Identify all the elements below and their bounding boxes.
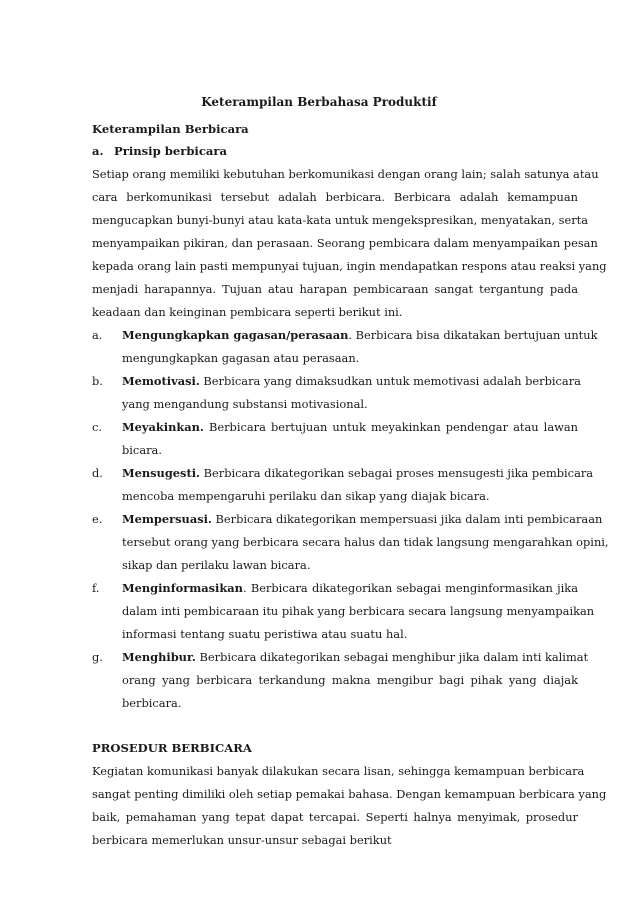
procedure-line: baik, pemahaman yang tepat dapat tercapai. Seperti halnya menyimak, prosedur xyxy=(92,810,578,824)
procedure-line: Kegiatan komunikasi banyak dilakukan secara lisan, sehingga kemampuan berbicara xyxy=(92,764,585,778)
item-letter: b. xyxy=(92,374,103,388)
intro-line: keadaan dan keinginan pembicara seperti berikut ini. xyxy=(92,305,403,319)
item-term: Memotivasi. xyxy=(122,374,200,388)
procedure-line: sangat penting dimiliki oleh setiap pemakai bahasa. Dengan kemampuan berbicara yang xyxy=(92,787,607,801)
item-letter: d. xyxy=(92,466,103,480)
item-term: Menginformasikan xyxy=(122,581,243,595)
item-term: Mengungkapkan gagasan/perasaan xyxy=(122,328,349,342)
list-item-first-line: Mempersuasi. Berbicara dikategorikan mempersuasi jika dalam inti pembicaraan xyxy=(122,512,603,526)
list-item-first-line: Mengungkapkan gagasan/perasaan. Berbicara bisa dikatakan bertujuan untuk xyxy=(122,328,598,342)
item-letter: e. xyxy=(92,512,103,526)
list-item-line: orang yang berbicara terkandung makna mengibur bagi pihak yang diajak xyxy=(122,673,578,687)
list-item-line: yang mengandung substansi motivasional. xyxy=(122,397,368,411)
list-item-line: berbicara. xyxy=(122,696,182,710)
item-term: Meyakinkan. xyxy=(122,420,204,434)
intro-line: menyampaikan pikiran, dan perasaan. Seorang pembicara dalam menyampaikan pesan xyxy=(92,236,598,250)
item-term: Menghibur. xyxy=(122,650,196,664)
list-item-line: tersebut orang yang berbicara secara halus dan tidak langsung mengarahkan opini, xyxy=(122,535,609,549)
item-term: Mensugesti. xyxy=(122,466,201,480)
intro-line: cara berkomunikasi tersebut adalah berbicara. Berbicara adalah kemampuan xyxy=(92,190,578,204)
intro-line: kepada orang lain pasti mempunyai tujuan, ingin mendapatkan respons atau reaksi yang xyxy=(92,259,607,273)
procedure-heading: PROSEDUR BERBICARA xyxy=(92,741,252,755)
subsection-letter: a. xyxy=(92,144,104,158)
list-item-line: informasi tentang suatu peristiwa atau suatu hal. xyxy=(122,627,408,641)
list-item-line: dalam inti pembicaraan itu pihak yang berbicara secara langsung menyampaikan xyxy=(122,604,595,618)
intro-line: menjadi harapannya. Tujuan atau harapan pembicaraan sangat tergantung pada xyxy=(92,282,578,296)
list-item-first-line: Mensugesti. Berbicara dikategorikan sebagai proses mensugesti jika pembicara xyxy=(122,466,594,480)
list-item-first-line: Meyakinkan. Berbicara bertujuan untuk meyakinkan pendengar atau lawan xyxy=(122,420,578,434)
list-item-first-line: Menghibur. Berbicara dikategorikan sebagai menghibur jika dalam inti kalimat xyxy=(122,650,589,664)
item-letter: g. xyxy=(92,650,103,664)
item-term: Mempersuasi. xyxy=(122,512,212,526)
section-heading: Keterampilan Berbicara xyxy=(92,122,249,136)
list-item-first-line: Memotivasi. Berbicara yang dimaksudkan untuk memotivasi adalah berbicara xyxy=(122,374,581,388)
list-item-line: sikap dan perilaku lawan bicara. xyxy=(122,558,311,572)
item-letter: f. xyxy=(92,581,100,595)
procedure-line: berbicara memerlukan unsur-unsur sebagai berikut xyxy=(92,833,392,847)
list-item-line: mengungkapkan gagasan atau perasaan. xyxy=(122,351,360,365)
item-letter: a. xyxy=(92,328,103,342)
intro-line: Setiap orang memiliki kebutuhan berkomunikasi dengan orang lain; salah satunya atau xyxy=(92,167,599,181)
intro-line: mengucapkan bunyi-bunyi atau kata-kata untuk mengekspresikan, menyatakan, serta xyxy=(92,213,589,227)
item-letter: c. xyxy=(92,420,103,434)
list-item-line: mencoba mempengaruhi perilaku dan sikap yang diajak bicara. xyxy=(122,489,490,503)
list-item-line: bicara. xyxy=(122,443,162,457)
list-item-first-line: Menginformasikan. Berbicara dikategorikan sebagai menginformasikan jika xyxy=(122,581,578,595)
subsection-label: Prinsip berbicara xyxy=(114,144,228,158)
page-title: Keterampilan Berbahasa Produktif xyxy=(201,95,437,109)
